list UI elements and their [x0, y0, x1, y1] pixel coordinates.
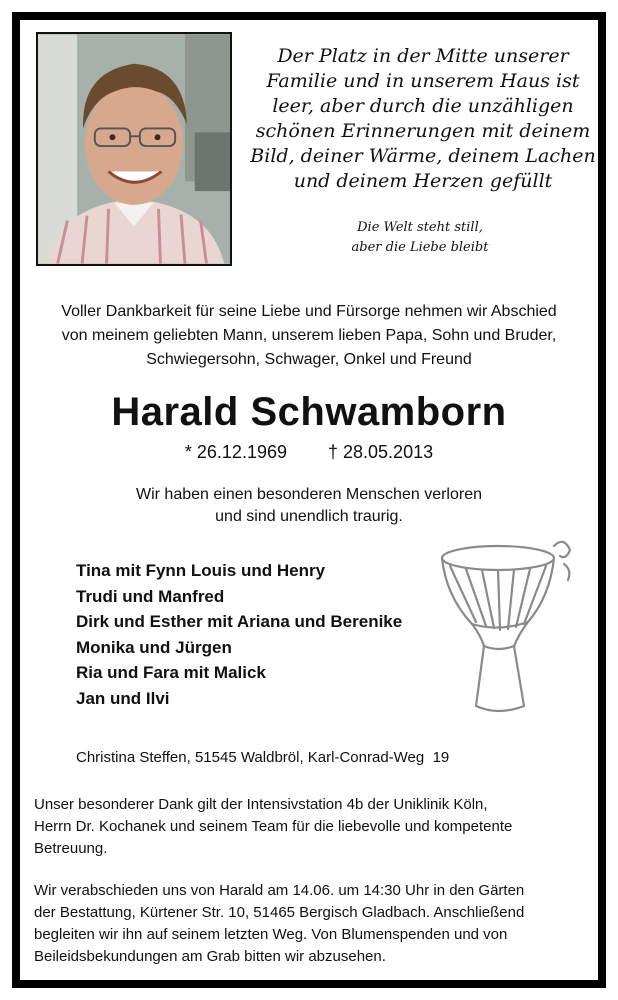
- death-date: † 28.05.2013: [328, 442, 434, 462]
- mourners-list: [76, 558, 456, 711]
- mourner-line: Tina mit Fynn Louis und Henry: [76, 561, 326, 580]
- life-dates: [20, 440, 598, 464]
- mourner-line: Trudi und Manfred: [76, 586, 225, 606]
- birth-date: * 26.12.1969: [184, 442, 287, 462]
- mourner-line: Monika und Jürgen: [76, 637, 232, 657]
- portrait-photo: [36, 32, 232, 266]
- djembe-drum-icon: [436, 536, 582, 720]
- thanks-paragraph: Unser besonderer Dank gilt der Intensivstation 4b der Uniklinik Köln, Herrn Dr. Kochanek und seinem Team für die liebevolle und kompetente Betreuung.: [34, 796, 513, 857]
- portrait-illustration: [38, 34, 230, 264]
- deceased-name: Harald Schwamborn: [111, 390, 507, 434]
- mourner-line: Ria und Fara mit Malick: [76, 663, 266, 682]
- memorial-motto: Die Welt steht still, aber die Liebe bleibt: [351, 220, 489, 255]
- memorial-poem: Der Platz in der Mitte unserer Familie und in unserem Haus ist leer, aber durch die unzähligen schönen Erinnerungen mit deinem Bild, deiner Wärme, deinem Lachen und deinem Herzen gefüllt: [250, 45, 596, 192]
- mourner-line: Jan und Ilvi: [76, 688, 170, 708]
- funeral-service-paragraph: Wir verabschieden uns von Harald am 14.06. um 14:30 Uhr in den Gärten der Bestattung, Kürtener Str. 10, 51465 Bergisch Gladbach. Anschließend begleiten wir ihn auf seinem letzten Weg. Von Blumenspenden und von Beileidsbekundungen am Grab bitten wir abzusehen.: [34, 882, 525, 965]
- farewell-intro: Voller Dankbarkeit für seine Liebe und Fürsorge nehmen wir Abschied von meinem geliebten Mann, unserem lieben Papa, Sohn und Bruder, Schwiegersohn, Schwager, Onkel und Freund: [61, 303, 557, 368]
- mourner-line: Dirk und Esther mit Ariana und Berenike: [76, 612, 403, 631]
- grief-statement: Wir haben einen besonderen Menschen verloren und sind unendlich traurig.: [136, 486, 482, 525]
- contact-address: Christina Steffen, 51545 Waldbröl, Karl-Conrad-Weg 19: [76, 749, 450, 766]
